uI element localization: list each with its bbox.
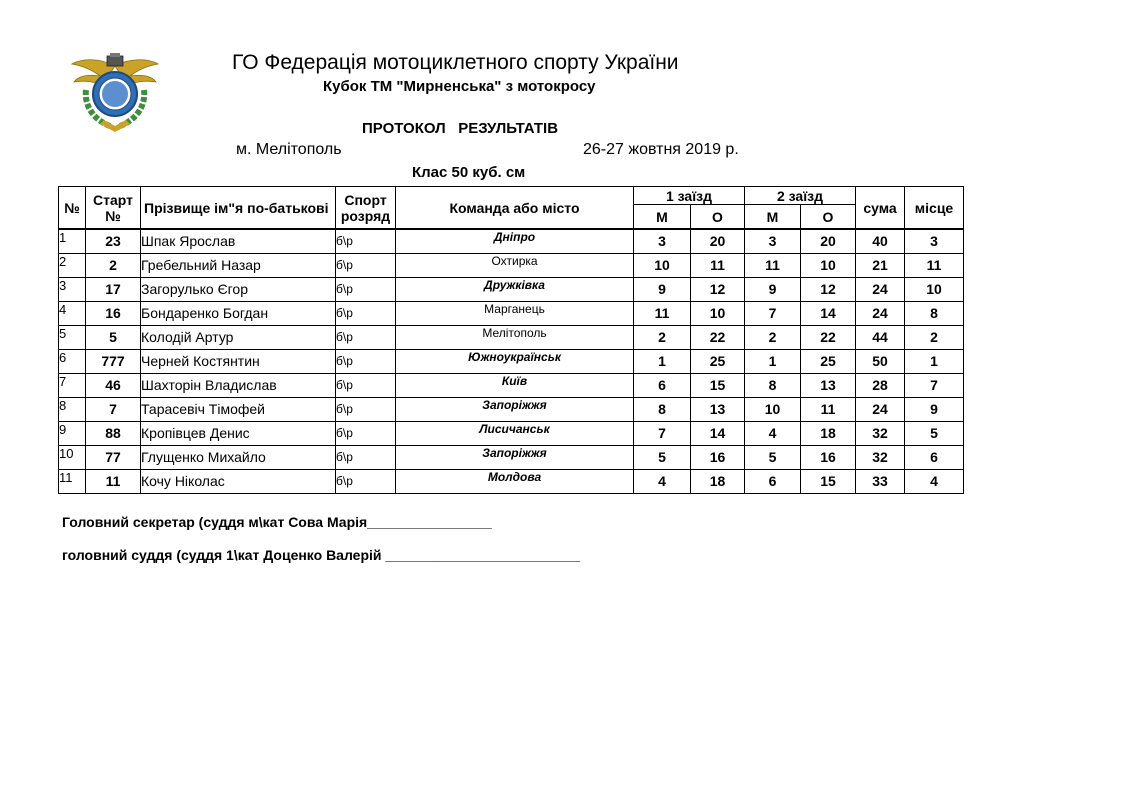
row-num: 5	[59, 325, 86, 349]
rider-name: Кропівцев Денис	[141, 421, 336, 445]
sum-points: 21	[856, 253, 905, 277]
race1-m: 1	[634, 349, 691, 373]
sport-rank: б\р	[336, 253, 396, 277]
race2-m: 11	[745, 253, 801, 277]
place: 7	[905, 373, 964, 397]
table-row	[59, 421, 964, 445]
race2-o: 14	[801, 301, 856, 325]
header-start	[86, 187, 141, 230]
race1-m: 2	[634, 325, 691, 349]
header-race2-o: О	[801, 205, 856, 230]
race1-o: 20	[691, 229, 745, 253]
sport-rank: б\р	[336, 349, 396, 373]
table-row	[59, 277, 964, 301]
fmu-emblem-icon	[70, 52, 160, 134]
team-city: Лисичанськ	[396, 421, 634, 445]
race1-o: 18	[691, 469, 745, 493]
team-city: Мелітополь	[396, 325, 634, 349]
race2-m: 6	[745, 469, 801, 493]
race2-m: 10	[745, 397, 801, 421]
sum-points: 24	[856, 397, 905, 421]
race2-m: 4	[745, 421, 801, 445]
race1-o: 25	[691, 349, 745, 373]
start-number: 5	[86, 325, 141, 349]
race1-m: 4	[634, 469, 691, 493]
header-race1-o: О	[691, 205, 745, 230]
race1-m: 6	[634, 373, 691, 397]
race2-o: 10	[801, 253, 856, 277]
cup-title: Кубок ТМ "Мирненська" з мотокросу	[323, 78, 596, 95]
sport-rank: б\р	[336, 421, 396, 445]
start-number: 7	[86, 397, 141, 421]
start-number: 16	[86, 301, 141, 325]
sport-rank: б\р	[336, 373, 396, 397]
race1-m: 8	[634, 397, 691, 421]
race1-o: 13	[691, 397, 745, 421]
header-start-line2: №	[105, 207, 121, 224]
sum-points: 33	[856, 469, 905, 493]
race1-m: 5	[634, 445, 691, 469]
sum-points: 40	[856, 229, 905, 253]
team-city: Запоріжжя	[396, 397, 634, 421]
sport-rank: б\р	[336, 469, 396, 493]
race2-m: 9	[745, 277, 801, 301]
start-number: 2	[86, 253, 141, 277]
race1-o: 10	[691, 301, 745, 325]
race1-o: 11	[691, 253, 745, 277]
header-num: №	[59, 187, 86, 230]
header-rank-line2: розряд	[340, 207, 391, 224]
race2-o: 25	[801, 349, 856, 373]
sport-rank: б\р	[336, 301, 396, 325]
header-team: Команда або місто	[396, 187, 634, 230]
place: 10	[905, 277, 964, 301]
race2-m: 7	[745, 301, 801, 325]
rider-name: Тарасевіч Тімофей	[141, 397, 336, 421]
sport-rank: б\р	[336, 325, 396, 349]
race2-m: 1	[745, 349, 801, 373]
team-city: Марганець	[396, 301, 634, 325]
place: 5	[905, 421, 964, 445]
place: 1	[905, 349, 964, 373]
place: 11	[905, 253, 964, 277]
race2-m: 8	[745, 373, 801, 397]
race1-o: 12	[691, 277, 745, 301]
place: 6	[905, 445, 964, 469]
row-num: 2	[59, 253, 86, 277]
sum-points: 44	[856, 325, 905, 349]
rider-name: Глущенко Михайло	[141, 445, 336, 469]
results-body	[59, 229, 964, 493]
row-num: 1	[59, 229, 86, 253]
class-title: Клас 50 куб. см	[412, 164, 526, 181]
table-row	[59, 349, 964, 373]
race1-m: 9	[634, 277, 691, 301]
race2-m: 5	[745, 445, 801, 469]
table-row	[59, 469, 964, 493]
header-race1-m: М	[634, 205, 691, 230]
rider-name: Гребельний Назар	[141, 253, 336, 277]
start-number: 11	[86, 469, 141, 493]
secretary-signature-line: Головний секретар (суддя м\кат Сова Марія________________	[62, 514, 492, 530]
row-num: 9	[59, 421, 86, 445]
race1-o: 14	[691, 421, 745, 445]
sum-points: 24	[856, 277, 905, 301]
protocol-title: ПРОТОКОЛ РЕЗУЛЬТАТІВ	[362, 120, 559, 137]
rider-name: Бондаренко Богдан	[141, 301, 336, 325]
row-num: 4	[59, 301, 86, 325]
sum-points: 24	[856, 301, 905, 325]
header-place: місце	[905, 187, 964, 230]
rider-name: Колодій Артур	[141, 325, 336, 349]
race2-o: 15	[801, 469, 856, 493]
header-race2: 2 заїзд	[745, 187, 856, 205]
sum-points: 32	[856, 445, 905, 469]
race1-o: 16	[691, 445, 745, 469]
event-dates: 26-27 жовтня 2019 р.	[583, 141, 739, 158]
rider-name: Кочу Ніколас	[141, 469, 336, 493]
header-name: Прізвище ім"я по-батькові	[141, 187, 336, 230]
rider-name: Загорулько Єгор	[141, 277, 336, 301]
race1-o: 22	[691, 325, 745, 349]
table-row	[59, 445, 964, 469]
start-number: 17	[86, 277, 141, 301]
results-table	[58, 186, 964, 494]
sport-rank: б\р	[336, 229, 396, 253]
race1-o: 15	[691, 373, 745, 397]
start-number: 88	[86, 421, 141, 445]
start-number: 46	[86, 373, 141, 397]
race2-m: 2	[745, 325, 801, 349]
row-num: 10	[59, 445, 86, 469]
header-sum: сума	[856, 187, 905, 230]
team-city: Київ	[396, 373, 634, 397]
race2-o: 13	[801, 373, 856, 397]
place: 4	[905, 469, 964, 493]
row-num: 7	[59, 373, 86, 397]
race2-o: 11	[801, 397, 856, 421]
start-number: 777	[86, 349, 141, 373]
race2-o: 16	[801, 445, 856, 469]
row-num: 6	[59, 349, 86, 373]
table-row	[59, 253, 964, 277]
race2-m: 3	[745, 229, 801, 253]
sum-points: 28	[856, 373, 905, 397]
rider-name: Черней Костянтин	[141, 349, 336, 373]
table-row	[59, 373, 964, 397]
race2-o: 20	[801, 229, 856, 253]
race2-o: 18	[801, 421, 856, 445]
race2-o: 22	[801, 325, 856, 349]
race2-o: 12	[801, 277, 856, 301]
place: 3	[905, 229, 964, 253]
start-number: 77	[86, 445, 141, 469]
team-city: Запоріжжя	[396, 445, 634, 469]
table-row	[59, 325, 964, 349]
sport-rank: б\р	[336, 397, 396, 421]
header-rank-line1: Спорт	[344, 191, 387, 208]
row-num: 3	[59, 277, 86, 301]
organization-title: ГО Федерація мотоциклетного спорту України	[232, 51, 679, 74]
rider-name: Шахторін Владислав	[141, 373, 336, 397]
event-city: м. Мелітополь	[236, 141, 342, 158]
place: 2	[905, 325, 964, 349]
row-num: 11	[59, 469, 86, 493]
place: 8	[905, 301, 964, 325]
header-race2-m: М	[745, 205, 801, 230]
header-start-line1: Старт	[93, 191, 133, 208]
rider-name: Шпак Ярослав	[141, 229, 336, 253]
team-city: Охтирка	[396, 253, 634, 277]
judge-signature-line: головний суддя (суддя 1\кат Доценко Валерій _________________________	[62, 547, 581, 563]
team-city: Дружківка	[396, 277, 634, 301]
sport-rank: б\р	[336, 277, 396, 301]
sport-rank: б\р	[336, 445, 396, 469]
team-city: Южноукраїнськ	[396, 349, 634, 373]
team-city: Молдова	[396, 469, 634, 493]
place: 9	[905, 397, 964, 421]
table-row	[59, 397, 964, 421]
team-city: Дніпро	[396, 229, 634, 253]
table-row	[59, 229, 964, 253]
race1-m: 3	[634, 229, 691, 253]
table-row	[59, 301, 964, 325]
race1-m: 7	[634, 421, 691, 445]
race1-m: 11	[634, 301, 691, 325]
header-rank	[336, 187, 396, 230]
sum-points: 50	[856, 349, 905, 373]
sum-points: 32	[856, 421, 905, 445]
header-race1: 1 заїзд	[634, 187, 745, 205]
race1-m: 10	[634, 253, 691, 277]
row-num: 8	[59, 397, 86, 421]
start-number: 23	[86, 229, 141, 253]
